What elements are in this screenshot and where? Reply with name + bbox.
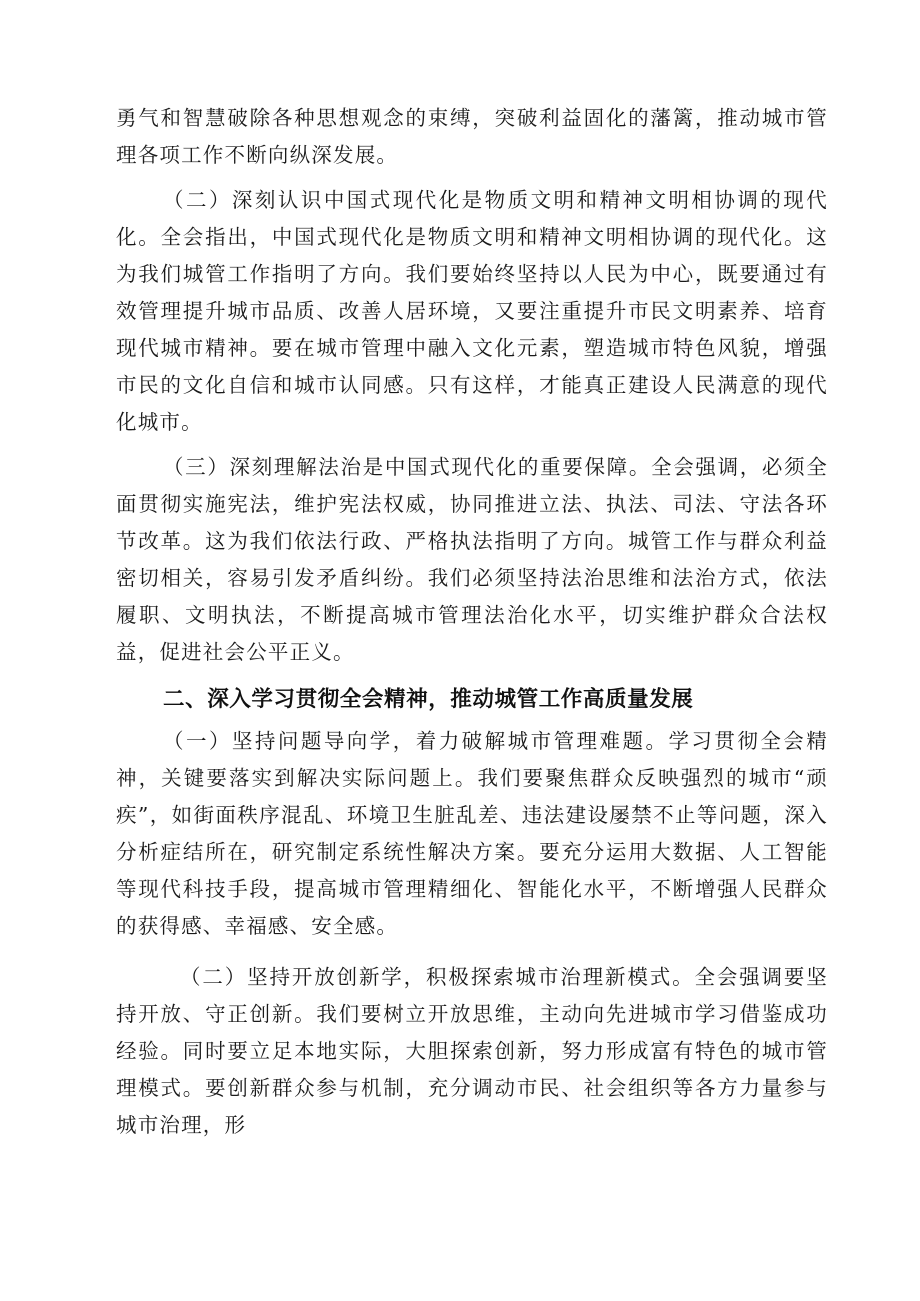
paragraph-item-2-material-spiritual: （二）深刻认识中国式现代化是物质文明和精神文明相协调的现代化。全会指出，中国式现代化是物质文明和精神文明相协调的现代化。这为我们城管工作指明了方向。我们要始终坚持以人民为中心，既要通过有效管理提升城市品质、改善人居环境，又要注重提升市民文明素养、培育现代城市精神。要在城市管理中融入文化元素，塑造城市特色风貌，增强市民的文化自信和城市认同感。只有这样，才能真正建设人民满意的现代化城市。 (116, 188, 828, 434)
document-page (116, 100, 828, 1144)
paragraph-section2-item-1-problem-oriented: （一）坚持问题导向学，着力破解城市管理难题。学习贯彻全会精神，关键要落实到解决实际问题上。我们要聚焦群众反映强烈的城市“顽疾”，如街面秩序混乱、环境卫生脏乱差、违法建设屡禁不止等问题，深入分析症结所在，研究制定系统性解决方案。要充分运用大数据、人工智能等现代科技手段，提高城市管理精细化、智能化水平，不断增强人民群众的获得感、幸福感、安全感。 (116, 729, 828, 938)
paragraph-continuation: 勇气和智慧破除各种思想观念的束缚，突破利益固化的藩篱，推动城市管理各项工作不断向纵深发展。 (116, 106, 828, 167)
paragraph-item-3-rule-of-law: （三）深刻理解法治是中国式现代化的重要保障。全会强调，必须全面贯彻实施宪法，维护宪法权威，协同推进立法、执法、司法、守法各环节改革。这为我们依法行政、严格执法指明了方向。城管工作与群众利益密切相关，容易引发矛盾纠纷。我们必须坚持法治思维和法治方式，依法履职、文明执法，不断提高城市管理法治化水平，切实维护群众合法权益，促进社会公平正义。 (116, 455, 828, 664)
paragraph-section2-item-2-open-innovation: （二）坚持开放创新学，积极探索城市治理新模式。全会强调要坚持开放、守正创新。我们要树立开放思维，主动向先进城市学习借鉴成功经验。同时要立足本地实际，大胆探索创新，努力形成富有特色的城市管理模式。要创新群众参与机制，充分调动市民、社会组织等各方力量参与城市治理，形 (116, 965, 828, 1137)
section-heading-two: 二、深入学习贯彻全会精神，推动城管工作高质量发展 (163, 687, 694, 712)
